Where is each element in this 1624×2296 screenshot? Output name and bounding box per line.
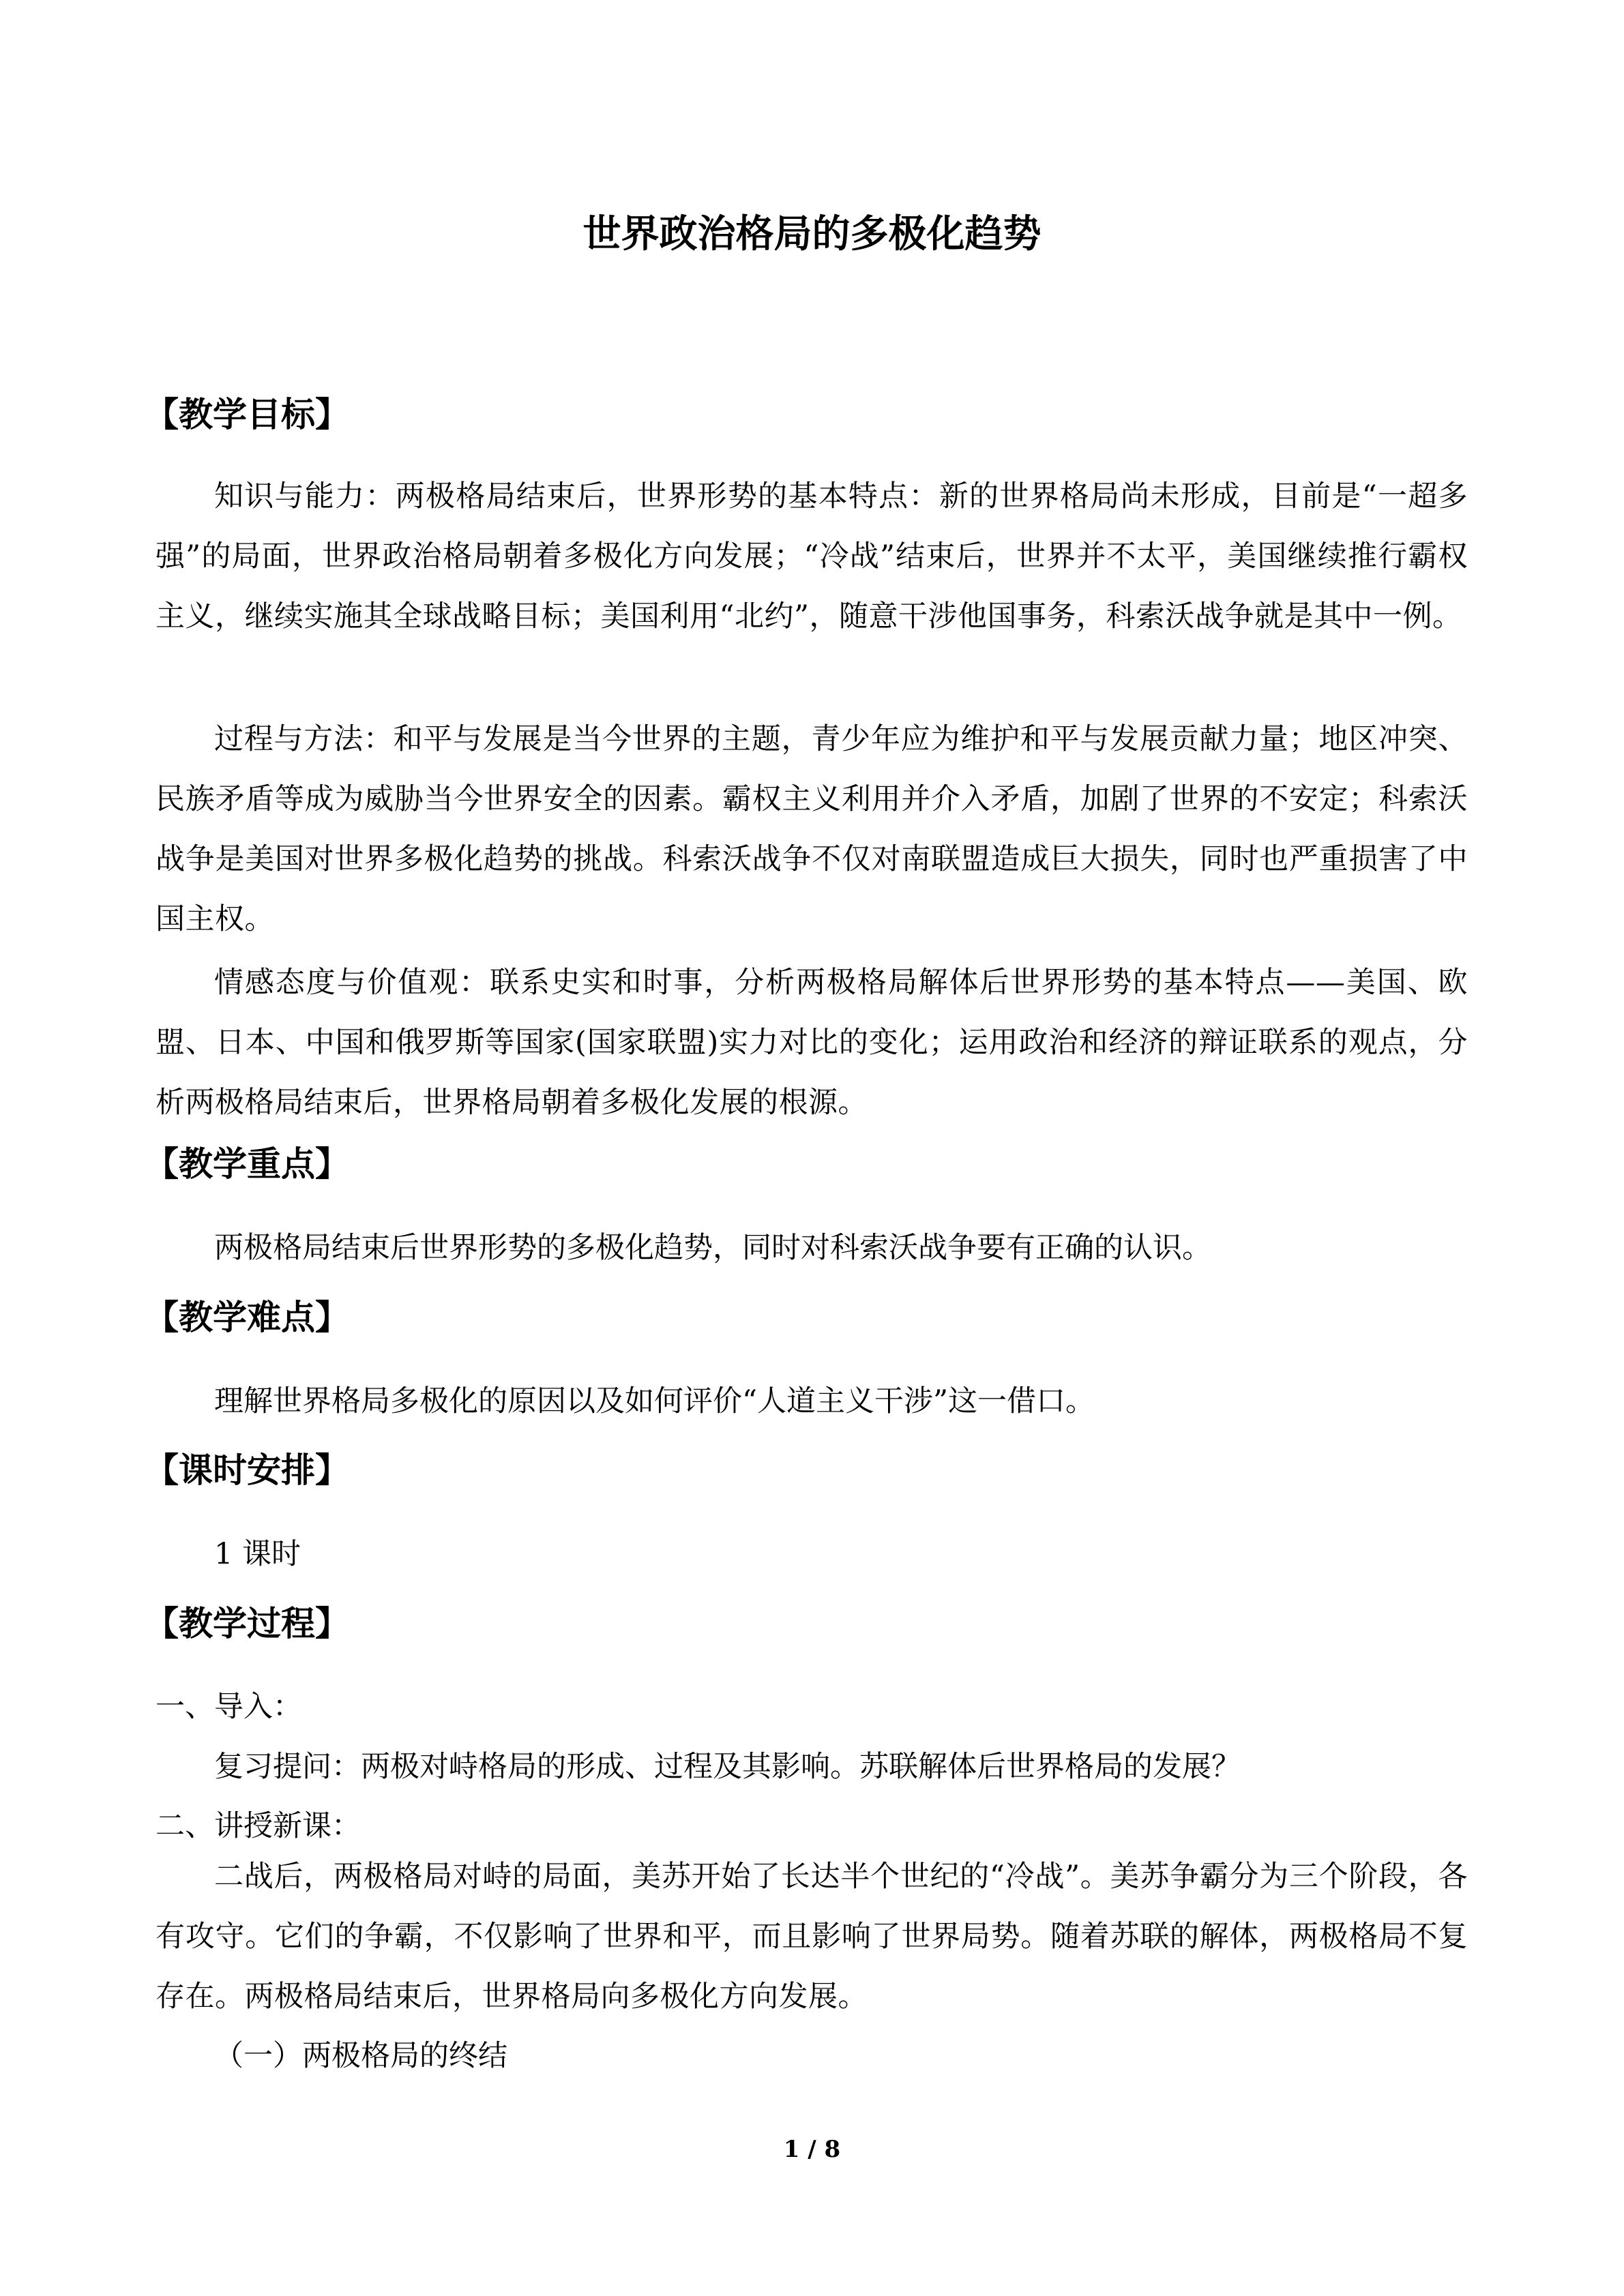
intro-text: 复习提问：两极对峙格局的形成、过程及其影响。苏联解体后世界格局的发展？ <box>214 1750 1241 1784</box>
new-lesson-label: 二、讲授新课： <box>156 1809 361 1843</box>
heading-key-points: 【教学重点】 <box>145 1144 349 1184</box>
difficulties-paragraph: 理解世界格局多极化的原因以及如何评价“人道主义干涉”这一借口。 <box>214 1384 1095 1418</box>
heading-difficulties: 【教学难点】 <box>145 1298 349 1337</box>
document-title: 世界政治格局的多极化趋势 <box>582 212 1042 256</box>
heading-objectives: 【教学目标】 <box>145 395 349 434</box>
heading-process: 【教学过程】 <box>145 1604 349 1643</box>
schedule-paragraph: 1 课时 <box>214 1537 301 1571</box>
page-number: 1 / 8 <box>783 2136 841 2163</box>
subsection-heading: （一）两极格局的终结 <box>214 2039 507 2073</box>
objectives-knowledge-paragraph: 知识与能力：两极格局结束后，世界形势的基本特点：新的世界格局尚未形成，目前是“一超多强”的局面，世界政治格局朝着多极化方向发展；“冷战”结束后，世界并不太平，美国继续推行霸权主义，继续实施其全球战略目标；美国利用“北约”，随意干涉他国事务，科索沃战争就是其中一例。 <box>156 479 1468 633</box>
heading-schedule: 【课时安排】 <box>145 1450 349 1490</box>
objectives-attitude-paragraph: 情感态度与价值观：联系史实和时事，分析两极格局解体后世界形势的基本特点——美国、欧盟、日本、中国和俄罗斯等国家(国家联盟)实力对比的变化；运用政治和经济的辩证联系的观点，分析两极格局结束后，世界格局朝着多极化发展的根源。 <box>156 966 1468 1120</box>
intro-label: 一、导入： <box>156 1690 302 1724</box>
key-points-paragraph: 两极格局结束后世界形势的多极化趋势，同时对科索沃战争要有正确的认识。 <box>214 1231 1211 1265</box>
new-lesson-paragraph: 二战后，两极格局对峙的局面，美苏开始了长达半个世纪的“冷战”。美苏争霸分为三个阶段，各有攻守。它们的争霸，不仅影响了世界和平，而且影响了世界局势。随着苏联的解体，两极格局不复存在。两极格局结束后，世界格局向多极化方向发展。 <box>156 1860 1468 2014</box>
objectives-process-paragraph: 过程与方法：和平与发展是当今世界的主题，青少年应为维护和平与发展贡献力量；地区冲突、民族矛盾等成为威胁当今世界安全的因素。霸权主义利用并介入矛盾，加剧了世界的不安定；科索沃战争是美国对世界多极化趋势的挑战。科索沃战争不仅对南联盟造成巨大损失，同时也严重损害了中国主权。 <box>156 722 1468 936</box>
